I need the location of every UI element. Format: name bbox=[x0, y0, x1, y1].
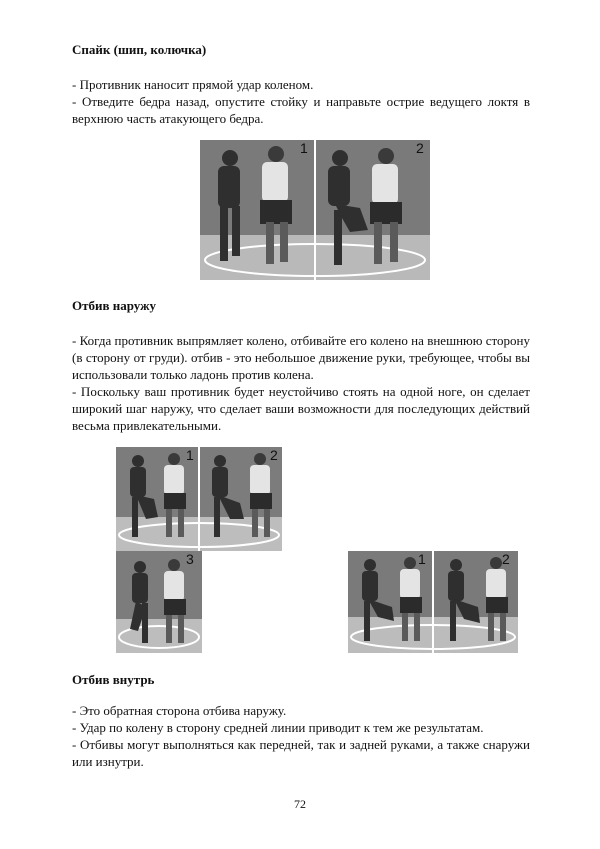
section-text-spike bbox=[72, 76, 530, 127]
photo-outside-parry-a-top bbox=[116, 447, 282, 551]
frame-number: 1 bbox=[186, 447, 194, 463]
text-line: - Противник наносит прямой удар коленом. bbox=[72, 77, 314, 92]
text-line: - Когда противник выпрямляет колено, отбивайте его колено на внешнюю сторону (в сторону от груди). отбив - это небольшое движение руки, требующее, чтобы вы использовали только ладонь против колена. bbox=[72, 333, 530, 382]
page-number: 72 bbox=[294, 797, 306, 811]
text-line: - Отбивы могут выполняться как передней, так и задней руками, а также снаружи или изнутри. bbox=[72, 737, 530, 769]
section-text-inside-parry bbox=[72, 702, 530, 770]
section-title-outside-parry: Отбив наружу bbox=[72, 298, 157, 313]
frame-number: 2 bbox=[270, 447, 278, 463]
text-line: - Отведите бедра назад, опустите стойку и направьте острие ведущего локтя в верхнюю часть атакующего бедра. bbox=[72, 94, 530, 126]
section-text-outside-parry bbox=[72, 332, 530, 434]
photo-outside-parry-b bbox=[348, 551, 518, 653]
frame-number: 1 bbox=[418, 551, 426, 567]
frame-number: 1 bbox=[300, 140, 308, 156]
photo-spike bbox=[200, 140, 430, 280]
section-title-spike: Спайк (шип, колючка) bbox=[72, 42, 207, 57]
frame-number: 2 bbox=[416, 140, 424, 156]
frame-number: 2 bbox=[502, 551, 510, 567]
frame-number: 3 bbox=[186, 551, 194, 567]
section-title-inside-parry: Отбив внутрь bbox=[72, 672, 155, 687]
text-line: - Удар по колену в сторону средней линии приводит к тем же результатам. bbox=[72, 720, 484, 735]
text-line: - Это обратная сторона отбива наружу. bbox=[72, 703, 287, 718]
text-line: - Поскольку ваш противник будет неустойчиво стоять на одной ноге, он сделает широкий шаг наружу, что сделает ваши возможности для последующих действий весьма привлекательными. bbox=[72, 384, 530, 433]
